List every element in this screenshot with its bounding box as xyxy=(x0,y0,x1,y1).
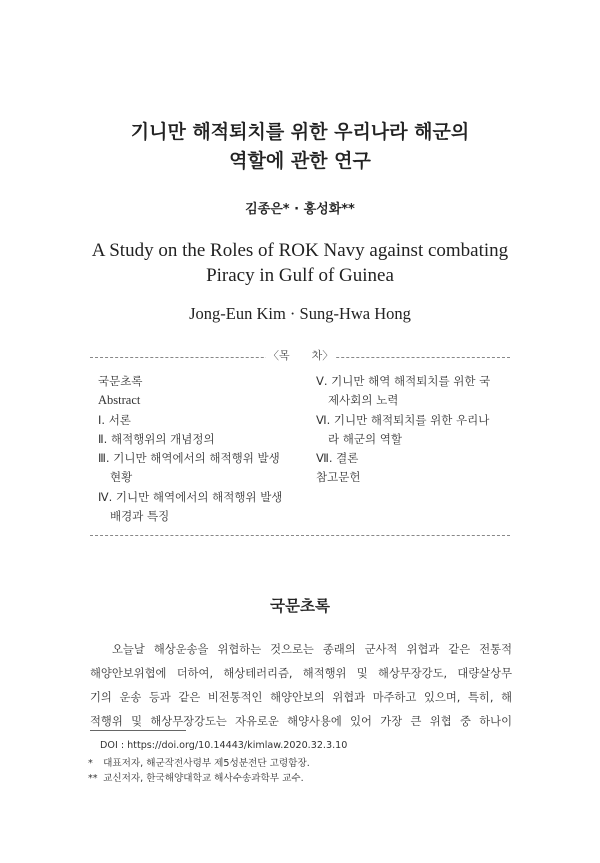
toc-item-5-cont[interactable]: 제사회의 노력 xyxy=(328,393,399,408)
abstract-line-4: 적행위 및 해상무장강도는 자유로운 해양사용에 있어 가장 큰 위협 중 하나이 xyxy=(90,715,512,728)
footnote-mark-2: ** xyxy=(88,773,98,784)
toc-left-column xyxy=(98,372,308,526)
english-authors: Jong-Eun Kim · Sung-Hwa Hong xyxy=(189,304,411,323)
korean-title-line-1: 기니만 해적퇴치를 위한 우리나라 해군의 xyxy=(130,121,470,143)
toc-label: 〈목 차〉 xyxy=(268,349,334,362)
footnote-author-1-text: 대표저자, 해군작전사령부 제5성분전단 고령함장. xyxy=(103,758,310,769)
footnote-author-2 xyxy=(88,770,304,784)
toc-item-2[interactable]: Ⅱ. 해적행위의 개념정의 xyxy=(98,431,215,446)
toc-item-abstract-ko[interactable]: 국문초록 xyxy=(98,374,143,388)
abstract-heading: 국문초록 xyxy=(270,597,330,615)
abstract-line-2: 해양안보위협에 더하여, 해상테러리즘, 해적행위 및 해상무장강도, 대량살상무 xyxy=(90,667,512,680)
abstract-line-3: 기의 운송 등과 같은 비전통적인 해양안보의 위협과 마주하고 있으며, 특히, 해 xyxy=(90,691,512,704)
toc-item-references[interactable]: 참고문헌 xyxy=(316,470,361,485)
toc-item-abstract-en[interactable]: Abstract xyxy=(98,393,141,408)
toc-item-3-cont[interactable]: 현황 xyxy=(110,470,133,485)
toc-item-1[interactable]: Ⅰ. 서론 xyxy=(98,412,131,427)
footnote-doi xyxy=(100,740,347,751)
toc-item-6[interactable]: Ⅵ. 기니만 해적퇴치를 위한 우리나 xyxy=(316,412,490,427)
korean-authors: 김종은* · 홍성화** xyxy=(245,202,355,217)
english-title-line-1: A Study on the Roles of ROK Navy against combating xyxy=(91,240,509,261)
footnote-author-2-text: 교신저자, 한국해양대학교 해사수송과학부 교수. xyxy=(103,773,304,784)
abstract-line-1: 오늘날 해상운송을 위협하는 것으로는 종래의 군사적 위협과 같은 전통적 xyxy=(112,643,512,656)
footnote-divider xyxy=(90,730,186,731)
toc-item-5[interactable]: Ⅴ. 기니만 해역 해적퇴치를 위한 국 xyxy=(316,374,491,388)
toc-item-6-cont[interactable]: 라 해군의 역할 xyxy=(328,431,402,446)
footnote-author-1 xyxy=(88,755,310,769)
table-of-contents xyxy=(90,349,510,536)
korean-title-line-2: 역할에 관한 연구 xyxy=(229,150,371,172)
toc-item-3[interactable]: Ⅲ. 기니만 해역에서의 해적행위 발생 xyxy=(98,451,280,466)
toc-item-7[interactable]: Ⅶ. 결론 xyxy=(316,451,359,466)
toc-right-column xyxy=(316,372,508,488)
english-title-line-2: Piracy in Gulf of Guinea xyxy=(206,265,394,286)
footnote-mark-1: * xyxy=(88,758,93,769)
toc-item-4-cont[interactable]: 배경과 특징 xyxy=(110,509,170,524)
footnote-doi-text[interactable]: DOI : https://doi.org/10.14443/kimlaw.2020.32.3.10 xyxy=(100,740,348,751)
toc-item-4[interactable]: Ⅳ. 기니만 해역에서의 해적행위 발생 xyxy=(98,489,283,504)
